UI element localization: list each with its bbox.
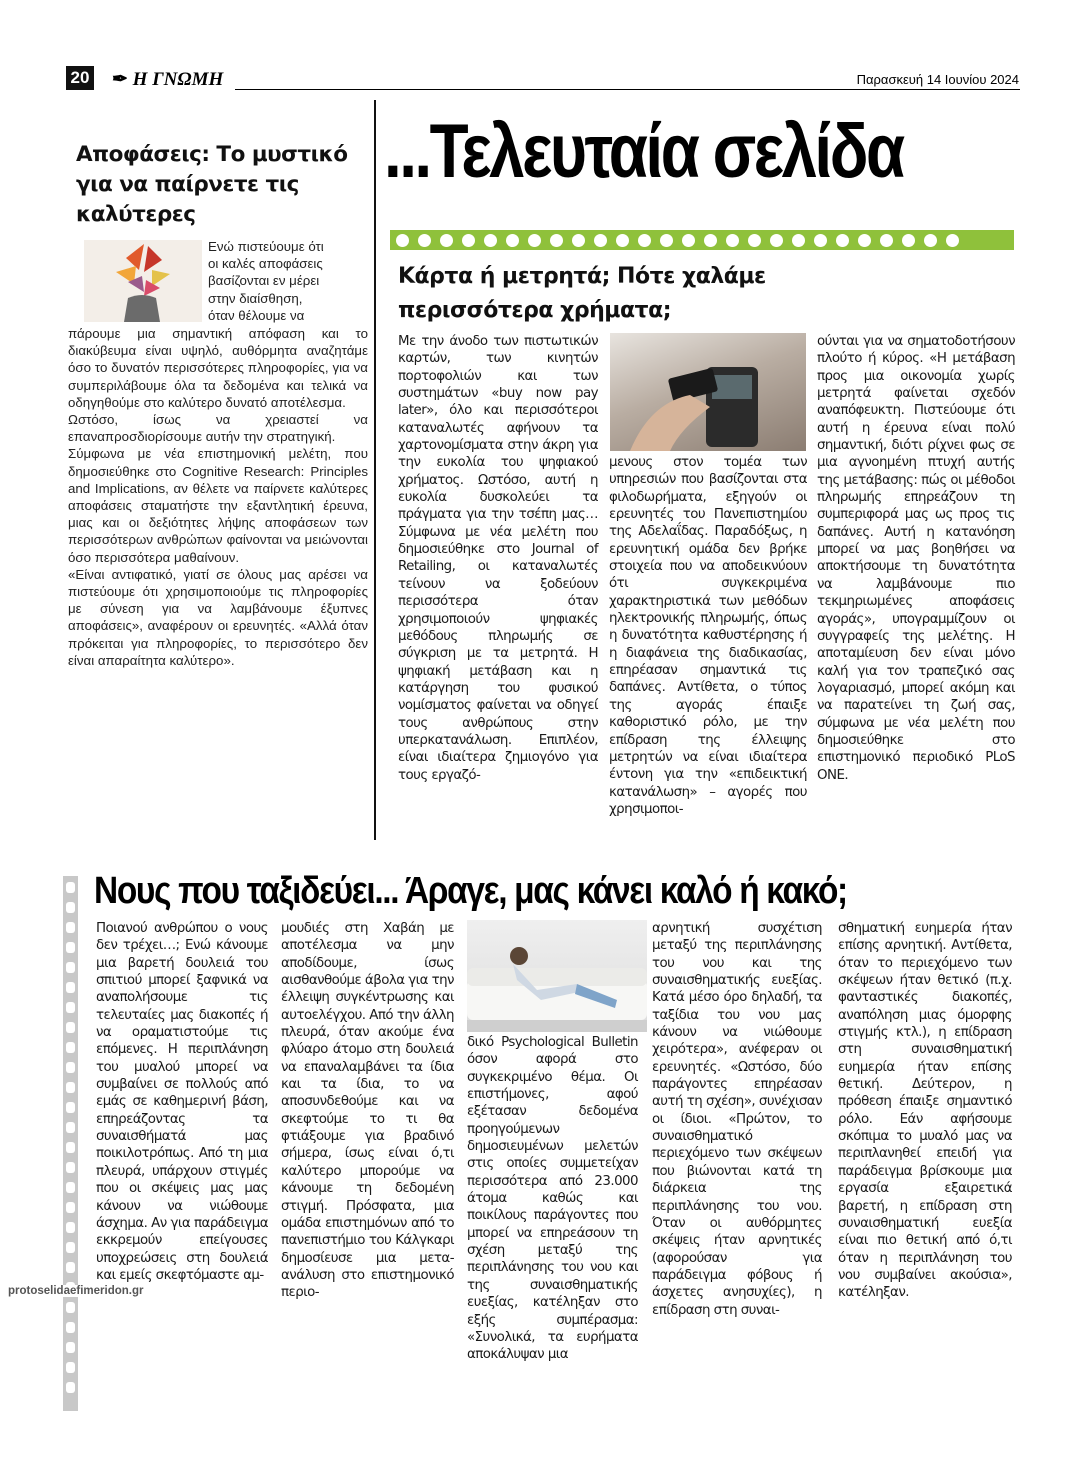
filmstrip-decoration — [63, 876, 78, 1411]
article-card-cash-col1: Με την άνοδο των πιστωτικών καρτών, των κινητών πορτοφολιών και των συστημάτων «buy now pay later», όλο και περισσότεροι καταναλωτές αφήνουν τα χαρτονομίσματα στην άκρη για την ευκολία του ψηφιακού χρήματος. Ωστόσο, αυτή η ευκολία δυσκολεύει τα πράγματα για την τσέπη μας… Σύμφωνα με νέα μελέτη που δημοσιεύθηκε στο Journal of Retailing, οι καταναλωτές τείνουν να ξοδεύουν περισσότερα όταν χρησιμοποιούν ψηφιακές μεθόδους πληρωμής σε σύγκριση με τα μετρητά. Η ψηφιακή μετάβαση και η κατάργηση του φυσικού νομίσματος φαίνεται να οδηγεί τους ανθρώπους στην υπερκατανάλωση. Επιπλέον, είναι ιδιαίτερα ζημιογόνο για τους εργαζό- — [398, 334, 598, 783]
article-mind-title: Νους που ταξιδεύει... Άραγε, μας κάνει καλό ή κακό; — [94, 870, 847, 912]
article-decisions-image — [84, 240, 202, 322]
newspaper-logo: ✒ Η ΓΝΩΜΗ — [112, 69, 224, 90]
article-decisions-body: πάρουμε μια σημαντική απόφαση και το διακύβευμα είναι υψηλό, αυθόρμητα αναζητάμε όσο το δυνατόν περισσότερες πληροφορίες, για να συμπεριλάβουμε όλα τα δεδομένα και τελικά να οδηγηθούμε στο καλύτερο δυνατό αποτέλεσμα. Ωστόσο, ίσως να χρειαστεί να επαναπροσδιορίσουμε αυτήν την στρατηγική. Σύμφωνα με νέα επιστημονική μελέτη, που δημοσιεύθηκε στο Cognitive Research: Principles and Implications, αν θέλετε να παίρνετε καλύτερες αποφάσεις σταματήστε την εξαντλητική έρευνα, μιας και οι δεξιότητες λήψης αποφάσεων των περισσότερων ανθρώπων φαίνονται να μειώνονται όσο περισσότερα μαθαίνουν. «Είναι αντιφατικό, γιατί σε όλους μας αρέσει να πιστεύουμε ότι χρησιμοποιούμε τις πληροφορίες με σύνεση για να λαμβάνουμε έξυπνες αποφάσεις», αναφέρουν οι ερευνητές. «Αλλά όταν πρόκειται για πληροφορίες, το περισσότερο δεν είναι απαραίτητα καλύτερο». — [68, 326, 368, 668]
article-card-cash-col2: μενους στον τομέα των υπηρεσιών που βασίζονται στα φιλοδωρήματα, εξηγούν οι ερευνητές του Πανεπιστημίου της Αδελαΐδας. Παραδόξως, η ερευνητική ομάδα δεν βρήκε στοιχεία που να αποδεικνύουν ότι συγκεκριμένα χαρακτηριστικά των μεθόδων ηλεκτρονικής πληρωμής, όπως η δυνατότητα καθυστέρησης ή η διαφάνεια της διαδικασίας, επηρέασαν σημαντικά τις δαπάνες. Αντίθετα, ο τύπος της αγοράς έπαιξε καθοριστικό ρόλο, με την επίδραση της έλλειψης μετρητών να είναι ιδιαίτερα έντονη για την «επιδεικτική κατανάλωση» – αγορές που χρησιμοποι- — [609, 455, 807, 817]
article-mind-image — [467, 920, 647, 1032]
article-mind-col1: Ποιανού ανθρώπου ο νους δεν τρέχει…; Ενώ κάνουμε μια βαρετή δουλειά του σπιτιού μπορεί ξαφνικά να αναπολήσουμε τις τελευταίες μας διακοπές ή να οραματιστούμε τις επόμενες. Η περιπλάνηση του μυαλού μπορεί να συμβαίνει σε πολλούς από εμάς σε καθημερινή βάση, επηρεάζοντας τα συναισθήματά μας ποικιλοτρόπως. Από τη μια πλευρά, υπάρχουν στιγμές που οι σκέψεις μας μας κάνουν να νιώθουμε άσχημα. Αν για παράδειγμα εκκρεμούν επείγουσες υποχρεώσεις στη δουλειά και εμείς σκεφτόμαστε αμ- — [96, 921, 268, 1283]
article-decisions-title: Αποφάσεις: Το μυστικό για να παίρνετε τις καλύτερες — [76, 142, 348, 227]
page-number: 20 — [66, 66, 94, 90]
article-card-cash-col3: ούνται για να σηματοδοτήσουν πλούτο ή κύρος. «Η μετάβαση προς μια οικονομία χωρίς μετρητά φαίνεται σχεδόν αναπόφευκτη. Πιστεύουμε ότι αυτή η έρευνα είναι πολύ σημαντική, διότι ρίχνει φως σε μια αγνοημένη πτυχή αυτής της μετάβασης: πώς οι μέθοδοι πληρωμής επηρεάζουν τη συμπεριφορά μας ως προς τις δαπάνες. Αυτή η κατανόηση μπορεί να μας βοηθήσει να αποκτήσουμε τη δυνατότητα να λαμβάνουμε πιο τεκμηριωμένες αποφάσεις αγοράς», υπογραμμίζουν οι συγγραφείς της μελέτης. Η αποταμίευση δεν είναι μόνο καλή για τον τραπεζικό σας λογαριασμό, μπορεί ακόμη και να παρατείνει τη ζωή σας, σύμφωνα με νέα μελέτη που δημοσιεύθηκε στο επιστημονικό περιοδικό PLoS ONE. — [817, 334, 1015, 783]
site-watermark: protoselidaefimeridon.gr — [8, 1285, 144, 1297]
decorative-dot-band — [390, 230, 1014, 250]
column-divider — [374, 100, 376, 840]
article-card-cash-title: Κάρτα ή μετρητά; Πότε χαλάμε περισσότερα χρήματα; — [398, 264, 766, 323]
article-mind-col4: αρνητική συσχέτιση μεταξύ της περιπλάνησης του νου και της συναισθηματικής ευεξίας. Κατά μέσο όρο δηλαδή, τα ταξίδια του νου μας κάνουν να νιώθουμε χειρότερα», ανέφεραν οι ερευνητές. «Ωστόσο, δύο παράγοντες επηρέασαν αυτή τη σχέση», συνέχισαν οι ίδιοι. «Πρώτον, το συναισθηματικό περιεχόμενο των σκέψεων που βιώνονται κατά τη διάρκεια της περιπλάνησης του νου. Όταν οι αυθόρμητες σκέψεις ήταν αρνητικές (αφορούσαν για παράδειγμα φόβους ή άσχετες ανησυχίες), η επίδραση στη συναι- — [652, 921, 822, 1318]
pen-icon: ✒ — [112, 69, 133, 90]
header-rule — [235, 89, 1020, 90]
section-title: ...Τελευταία σελίδα — [384, 109, 903, 194]
article-mind-col5: σθηματική ευημερία ήταν επίσης αρνητική. Αντίθετα, όταν το περιεχόμενο των σκέψεων ήταν θετικό (π.χ. φανταστικές διακοπές, αναπόληση μιας όμορφης στιγμής κτλ.), η επίδραση στη συναισθηματική ευημερία ήταν επίσης θετική. Δεύτερον, η πρόθεση έπαιξε σημαντικό ρόλο. Εάν αφήσουμε σκόπιμα το μυαλό μας να περιπλανηθεί επειδή για παράδειγμα βρίσκουμε μια εργασία εξαιρετικά βαρετή, η επίδραση στη συναισθηματική ευεξία είναι πιο θετική από ό,τι όταν η περιπλάνηση του νου συμβαίνει ακούσια», κατέληξαν. — [838, 921, 1012, 1301]
article-decisions-intro: Ενώ πιστεύουμε ότι οι καλές αποφάσεις βασίζονται εν μέρει στην διαίσθηση, όταν θέλουμε να — [208, 239, 324, 323]
article-mind-col2: μουδιές στη Χαβάη με αποτέλεσμα να μην αποδίδουμε, ίσως αισθανθούμε άβολα για την έλλειψη συγκέντρωσης και αυτοελέγχου. Από την άλλη πλευρά, όταν ακούμε ένα φλύαρο άτομο στη δουλειά να επαναλαμβάνει τα ίδια και τα ίδια, το να αποσυνδεθούμε και να σκεφτούμε το τι θα φτιάξουμε για βραδινό σήμερα, ίσως είναι ό,τι καλύτερο μπορούμε να κάνουμε τη δεδομένη στιγμή. Πρόσφατα, μια ομάδα επιστημόνων από το πανεπιστήμιο του Κάλγκαρι δημοσίευσε μια μετα-ανάλυση στο επιστημονικό περιο- — [281, 921, 454, 1301]
article-card-cash-image — [610, 333, 806, 451]
article-mind-col3: δικό Psychological Bulletin όσον αφορά στο συγκεκριμένο θέμα. Οι επιστήμονες, αφού εξέτασαν δεδομένα προηγούμενων δημοσιευμένων μελετών στις οποίες συμμετείχαν περισσότερα από 23.000 άτομα καθώς και ποικίλους παράγοντες που μπορεί να επηρεάσουν τη σχέση μεταξύ της περιπλάνησης του νου και της συναισθηματικής ευεξίας, κατέληξαν στο εξής συμπέρασμα: «Συνολικά, τα ευρήματα αποκάλυψαν μια — [467, 1035, 638, 1363]
issue-date: Παρασκευή 14 Ιουνίου 2024 — [856, 72, 1019, 87]
